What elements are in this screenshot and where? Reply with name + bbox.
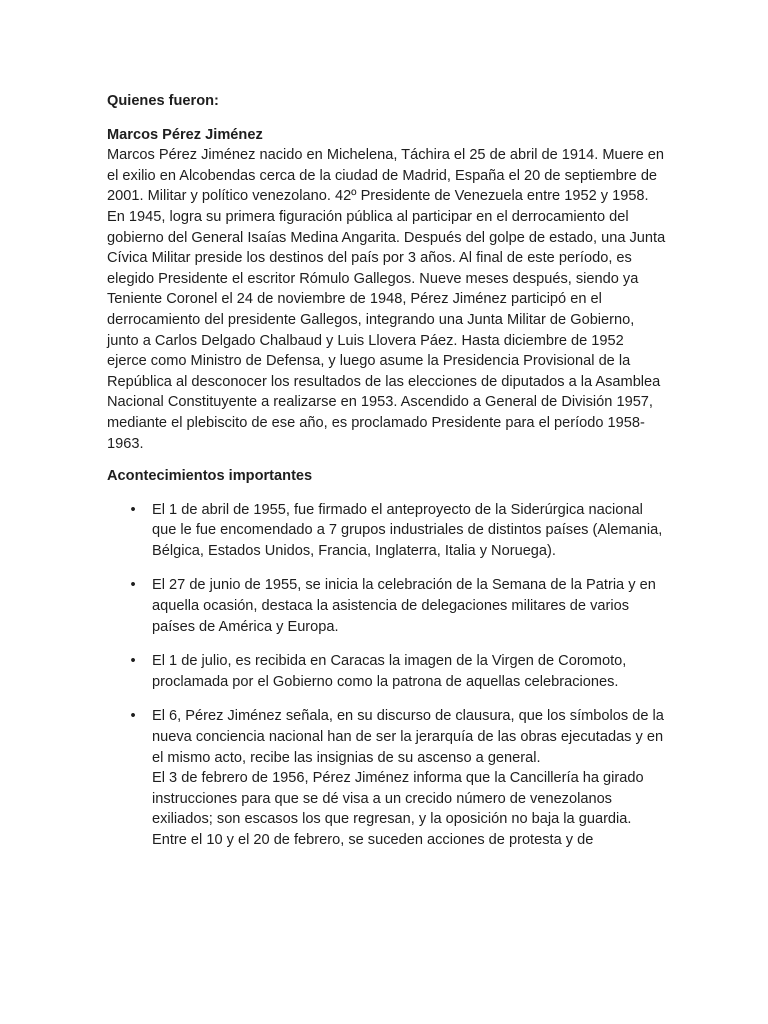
list-item	[107, 500, 667, 562]
list-item	[107, 575, 667, 637]
bullet-icon: •	[130, 501, 136, 518]
bullet-icon: •	[130, 577, 136, 594]
event-text: El 1 de abril de 1955, fue firmado el anteproyecto de la Siderúrgica nacional que le fue encomendado a 7 grupos industriales de distintos países (Alemania, Bélgica, Estados Unidos, Francia, Inglaterra, Italia y Noruega).	[152, 501, 663, 559]
event-text: El 1 de julio, es recibida en Caracas la imagen de la Virgen de Coromoto, proclamada por el Gobierno como la patrona de aquellas celebraciones.	[152, 653, 627, 690]
event-text: El 6, Pérez Jiménez señala, en su discurso de clausura, que los símbolos de la nueva conciencia nacional han de ser la jerarquía de las obras ejecutadas y en el mismo acto, recibe las insignias de su ascenso a general.	[152, 708, 664, 766]
list-item	[107, 651, 667, 692]
bullet-icon: •	[130, 708, 136, 725]
paragraph-biography: Marcos Pérez Jiménez nacido en Michelena, Táchira el 25 de abril de 1914. Muere en el exilio en Alcobendas cerca de la ciudad de Madrid, España el 20 de septiembre de 2001. Militar y político venezolano. 42º Presidente de Venezuela entre 1952 y 1958.	[107, 147, 665, 205]
document-title: Quienes fueron:	[107, 93, 219, 109]
event-continuation-text: El 3 de febrero de 1956, Pérez Jiménez informa que la Cancillería ha girado instrucciones para que se dé visa a un crecido número de venezolanos exiliados; son escasos los que regresan, y la oposición no baja la guardia. Entre el 10 y el 20 de febrero, se suceden acciones de protesta y de	[152, 770, 644, 848]
document-page	[107, 89, 667, 865]
events-list	[107, 500, 667, 851]
paragraph-career: En 1945, logra su primera figuración pública al participar en el derrocamiento del gobierno del General Isaías Medina Angarita. Después del golpe de estado, una Junta Cívica Militar preside los destinos del país por 3 años. Al final de este período, es elegido Presidente el escritor Rómulo Gallegos. Nueve meses después, siendo ya Teniente Coronel el 24 de noviembre de 1948, Pérez Jiménez participó en el derrocamiento del presidente Gallegos, integrando una Junta Militar de Gobierno, junto a Carlos Delgado Chalbaud y Luis Llovera Páez. Hasta diciembre de 1952 ejerce como Ministro de Defensa, y luego asume la Presidencia Provisional de la República al desconocer los resultados de las elecciones de diputados a la Asamblea Nacional Constituyente a realizarse en 1953. Ascendido a General de División 1957, mediante el plebiscito de ese año, es proclamado Presidente para el período 1958-1963.	[107, 208, 666, 452]
bullet-icon: •	[130, 653, 136, 670]
document-subtitle: Marcos Pérez Jiménez	[107, 126, 263, 143]
events-heading: Acontecimientos importantes	[107, 468, 313, 485]
event-text: El 27 de junio de 1955, se inicia la celebración de la Semana de la Patria y en aquella ocasión, destaca la asistencia de delegaciones militares de varios países de América y Europa.	[152, 577, 656, 635]
list-item	[107, 706, 667, 850]
